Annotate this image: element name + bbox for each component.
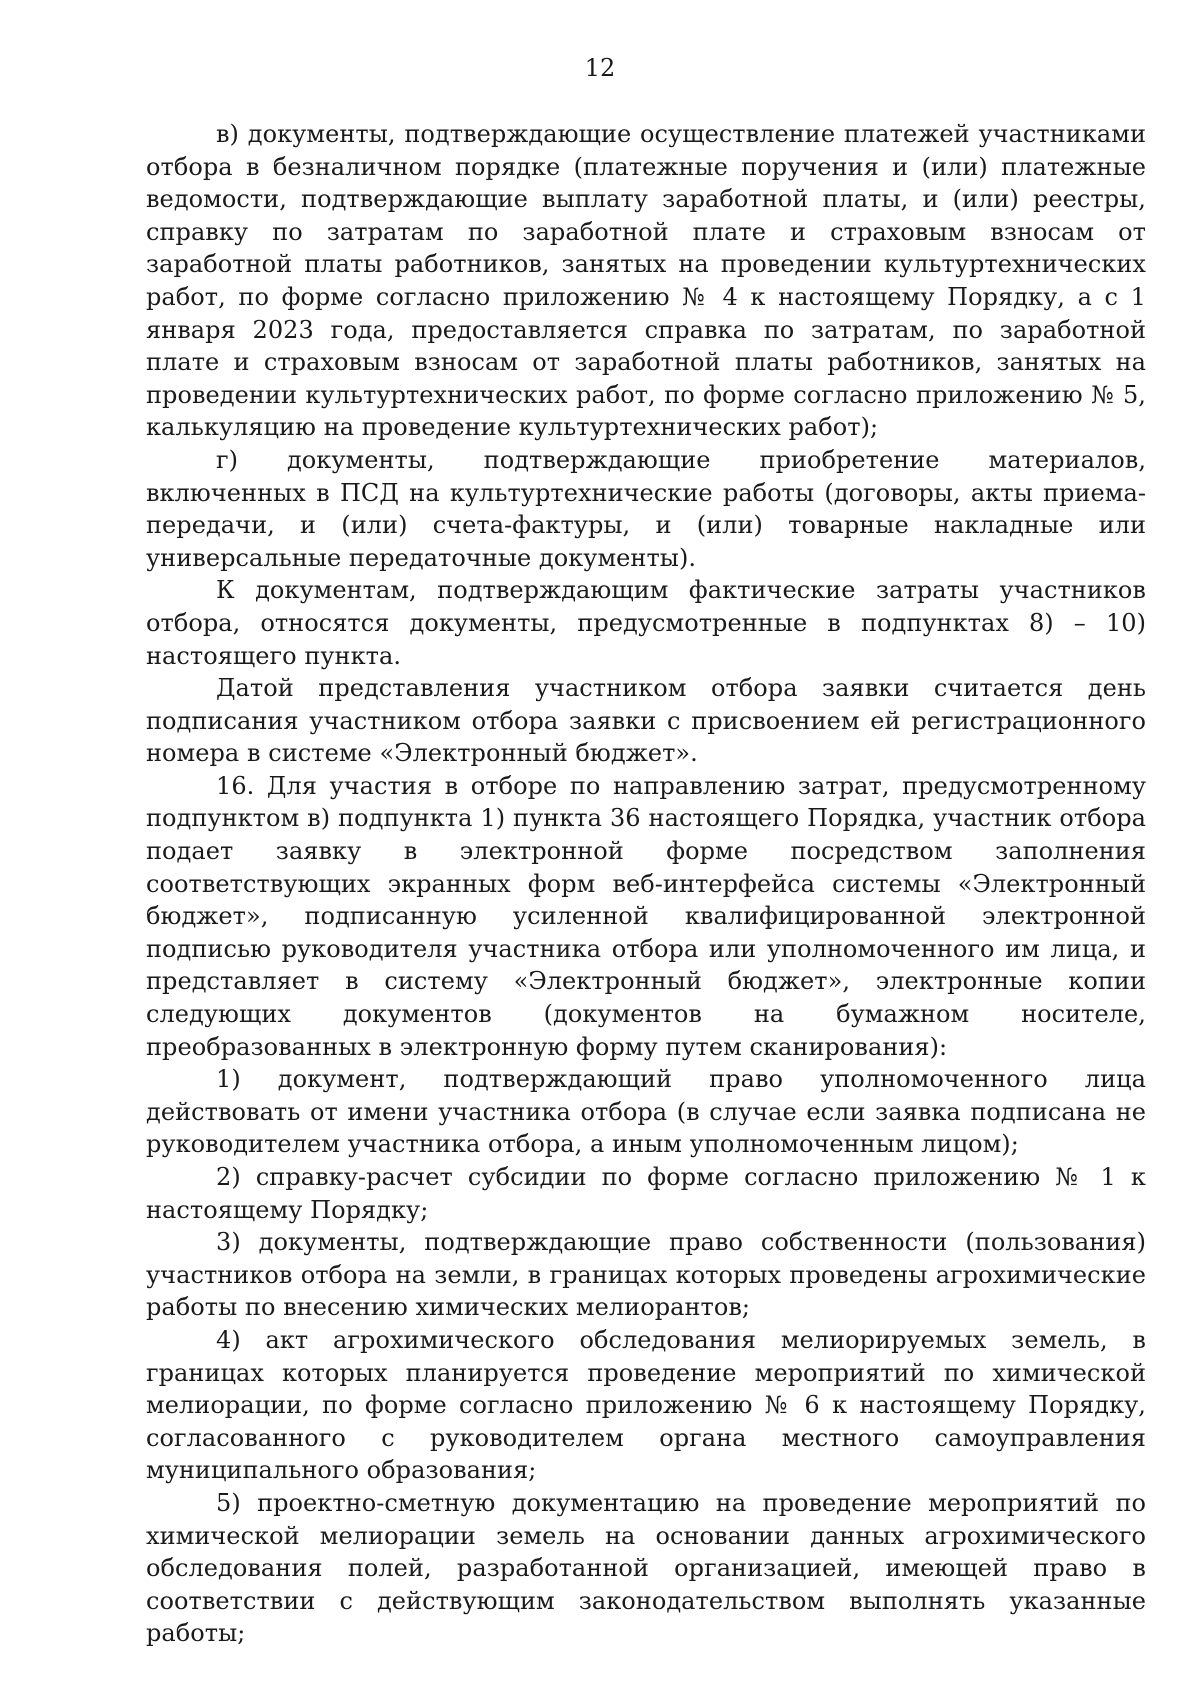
paragraph-subitem-5: 5) проектно-сметную документацию на проведение мероприятий по химической мелиорации земель на основании данных агрохимического обследования полей, разработанной организацией, имеющей право в соответствии с действующим законодательством выполнять указанные работы; bbox=[146, 1488, 1146, 1648]
paragraph-subitem-2: 2) справку-расчет субсидии по форме согласно приложению № 1 к настоящему Порядку; bbox=[146, 1163, 1146, 1224]
document-body bbox=[146, 118, 1146, 1650]
paragraph-subitem-1: 1) документ, подтверждающий право уполномоченного лица действовать от имени участника отбора (в случае если заявка подписана не руководителем участника отбора, а иным уполномоченным лицом); bbox=[146, 1065, 1146, 1159]
paragraph-clause-16: 16. Для участия в отборе по направлению затрат, предусмотренному подпунктом в) подпункта 1) пункта 36 настоящего Порядка, участник отбора подает заявку в электронной форме посредством заполнения соответствующих экранных форм веб-интерфейса системы «Электронный бюджет», подписанную усиленной квалифицированной электронной подписью руководителя участника отбора или уполномоченного им лица, и представляет в систему «Электронный бюджет», электронные копии следующих документов (документов на бумажном носителе, преобразованных в электронную форму путем сканирования): bbox=[146, 771, 1146, 1061]
paragraph-subitem-3: 3) документы, подтверждающие право собственности (пользования) участников отбора на земли, в границах которых проведены агрохимические работы по внесению химических мелиорантов; bbox=[146, 1228, 1146, 1322]
paragraph-subitem-4: 4) акт агрохимического обследования мелиорируемых земель, в границах которых планируется проведение мероприятий по химической мелиорации, по форме согласно приложению № 6 к настоящему Порядку, согласованного с руководителем органа местного самоуправления муниципального образования; bbox=[146, 1325, 1146, 1485]
paragraph-application-date: Датой представления участником отбора заявки считается день подписания участником отбора заявки с присвоением ей регистрационного номера в системе «Электронный бюджет». bbox=[146, 674, 1146, 768]
paragraph-item-g-materials-documents: г) документы, подтверждающие приобретение материалов, включенных в ПСД на культуртехнические работы (договоры, акты приема-передачи, и (или) счета-фактуры, и (или) товарные накладные или универсальные передаточные документы). bbox=[146, 445, 1146, 572]
paragraph-actual-costs-documents: К документам, подтверждающим фактические затраты участников отбора, относятся документы, предусмотренные в подпунктах 8) – 10) настоящего пункта. bbox=[146, 576, 1146, 670]
page-number: 12 bbox=[584, 54, 616, 82]
paragraph-item-v-payment-documents: в) документы, подтверждающие осуществление платежей участниками отбора в безналичном порядке (платежные поручения и (или) платежные ведомости, подтверждающие выплату заработной платы, и (или) реестры, справку по затратам по заработной плате и страховым взносам от заработной платы работников, занятых на проведении культуртехнических работ, по форме согласно приложению № 4 к настоящему Порядку, а с 1 января 2023 года, предоставляется справка по затратам, по заработной плате и страховым взносам от заработной платы работников, занятых на проведении культуртехнических работ, по форме согласно приложению № 5, калькуляцию на проведение культуртехнических работ); bbox=[146, 120, 1146, 442]
